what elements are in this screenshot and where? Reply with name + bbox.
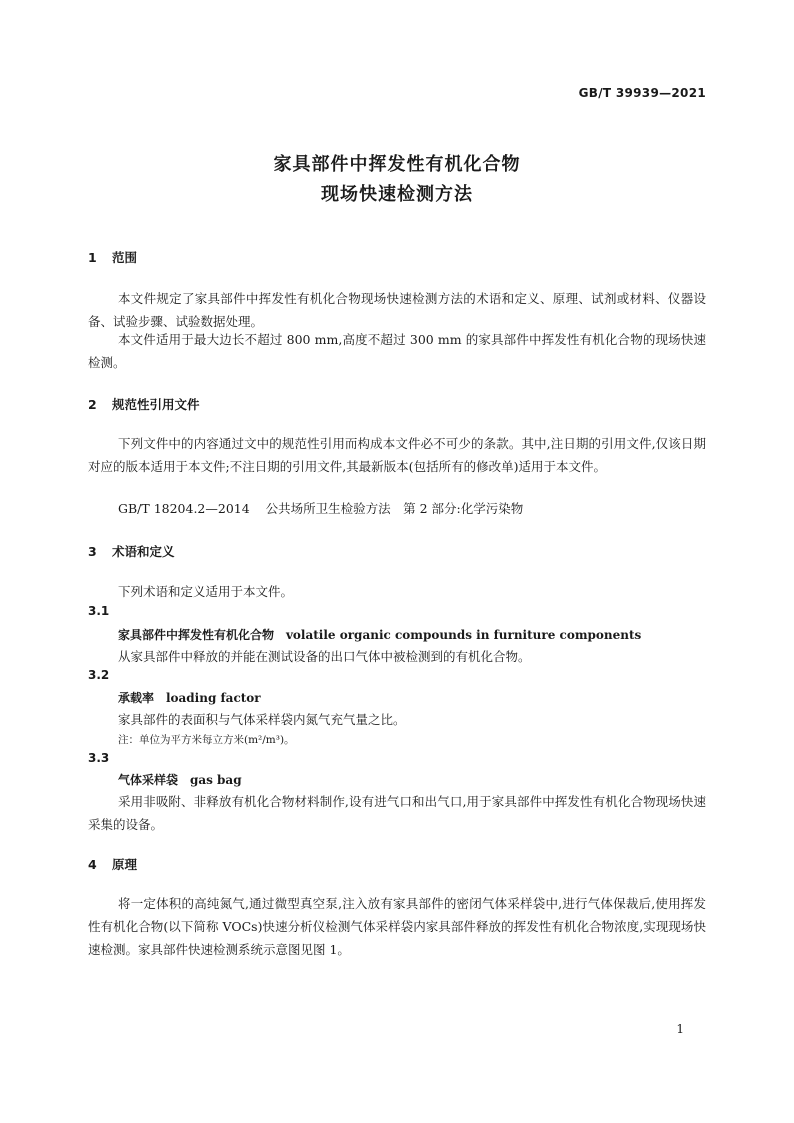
term-number: 3.1: [88, 604, 110, 618]
section-3-heading: [88, 542, 175, 560]
section-2-paragraph-1: 下列文件中的内容通过文中的规范性引用而构成本文件必不可少的条款。其中,注日期的引用文件,仅该日期对应的版本适用于本文件;不注日期的引用文件,其最新版本(包括所有的修改单)适用于本文件。: [88, 436, 706, 474]
term-heading: [118, 771, 242, 788]
term-heading: [118, 689, 261, 706]
term-chinese: 承载率: [118, 691, 155, 705]
section-1-paragraph-2: 本文件适用于最大边长不超过 800 mm,高度不超过 300 mm 的家具部件中挥发性有机化合物的现场快速检测。: [88, 332, 706, 370]
section-1-paragraph-1: 本文件规定了家具部件中挥发性有机化合物现场快速检测方法的术语和定义、原理、试剂或材料、仪器设备、试验步骤、试验数据处理。: [88, 291, 706, 329]
section-number: 1: [88, 250, 97, 265]
term-number: 3.2: [88, 668, 110, 682]
reference-title: 公共场所卫生检验方法 第 2 部分:化学污染物: [265, 501, 524, 516]
term-english: gas bag: [189, 773, 242, 787]
section-title: 规范性引用文件: [112, 397, 200, 412]
section-number: 3: [88, 544, 97, 559]
term-definition: 从家具部件中释放的并能在测试设备的出口气体中被检测到的有机化合物。: [118, 649, 531, 664]
section-4-heading: [88, 855, 137, 873]
standard-code: GB/T 39939—2021: [578, 86, 706, 100]
term-definition: 家具部件的表面积与气体采样袋内氮气充气量之比。: [118, 712, 406, 727]
section-title: 原理: [112, 857, 138, 872]
section-2-heading: [88, 395, 200, 413]
section-4-paragraph-1: 将一定体积的高纯氮气,通过微型真空泵,注入放有家具部件的密闭气体采样袋中,进行气体保裁后,使用挥发性有机化合物(以下简称 VOCs)快速分析仪检测气体采样袋内家具部件释放的挥发性有机化合物浓度,实现现场快速检测。家具部件快速检测系统示意图见图 1。: [88, 896, 706, 957]
doc-title-line2: 现场快速检测方法: [321, 184, 473, 205]
term-number: 3.3: [88, 751, 110, 765]
section-3-intro: 下列术语和定义适用于本文件。: [118, 584, 294, 599]
section-title: 术语和定义: [112, 544, 175, 559]
term-heading: [118, 626, 641, 643]
section-number: 2: [88, 397, 97, 412]
term-english: loading factor: [165, 691, 261, 705]
doc-title-line1: 家具部件中挥发性有机化合物: [273, 154, 521, 175]
page-number: 1: [676, 1022, 684, 1036]
section-1-heading: [88, 248, 137, 266]
term-note: 注：单位为平方米每立方米(m²/m³)。: [118, 734, 295, 746]
section-title: 范围: [112, 250, 138, 265]
term-chinese: 气体采样袋: [118, 773, 179, 787]
term-definition: 采用非吸附、非释放有机化合物材料制作,设有进气口和出气口,用于家具部件中挥发性有机化合物现场快速采集的设备。: [88, 794, 706, 832]
term-chinese: 家具部件中挥发性有机化合物: [118, 628, 275, 642]
normative-reference: [118, 499, 523, 517]
reference-code: GB/T 18204.2—2014: [118, 501, 250, 516]
term-english: volatile organic compounds in furniture components: [285, 628, 642, 642]
section-number: 4: [88, 857, 97, 872]
